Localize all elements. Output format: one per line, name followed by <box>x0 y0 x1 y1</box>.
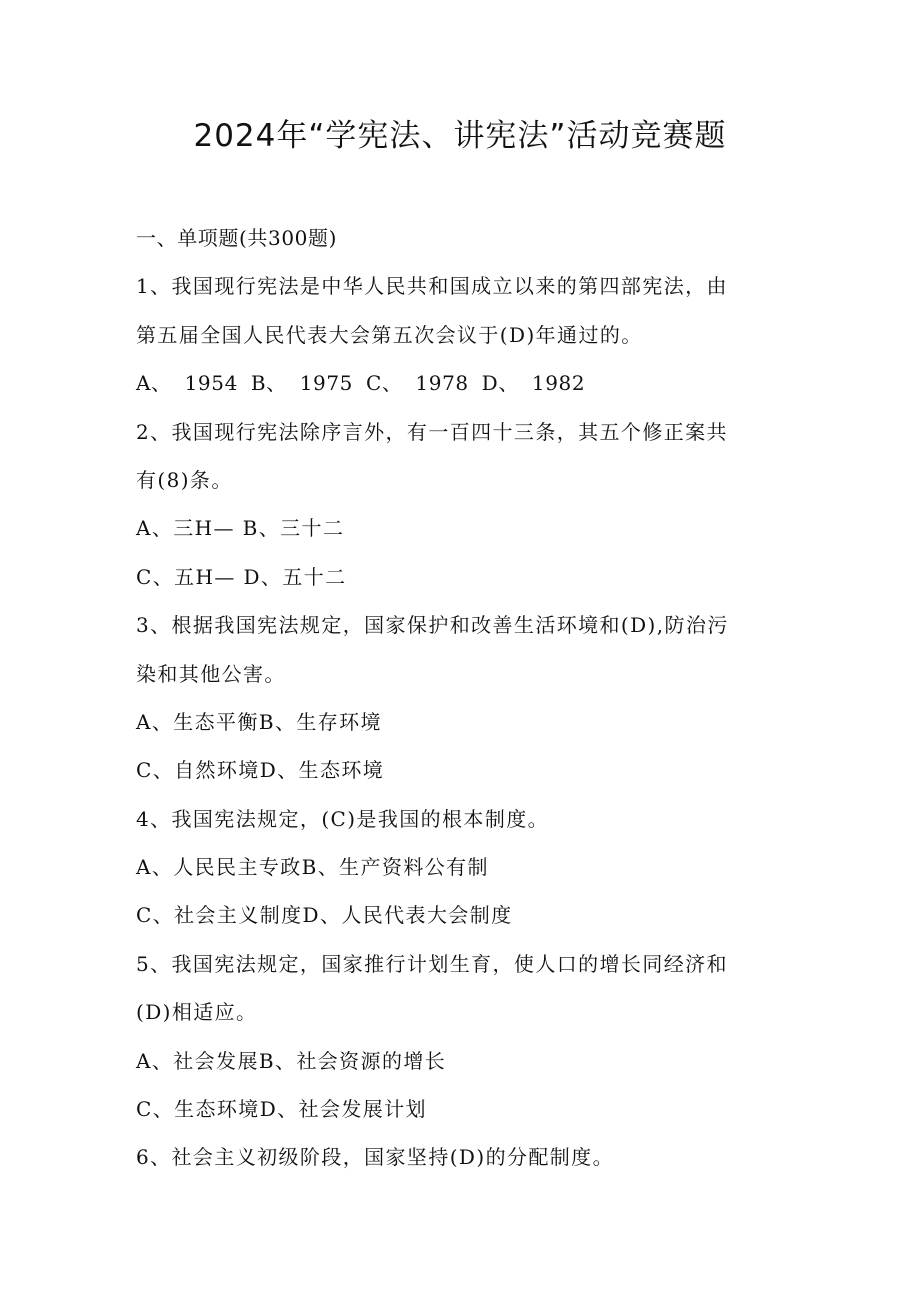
question-1-text-line-2: 第五届全国人民代表大会第五次会议于(D)年通过的。 <box>136 322 643 347</box>
document-body <box>136 214 781 1182</box>
question-2-options-cd: C、五H— D、五十二 <box>136 564 347 589</box>
question-4-text: 4、我国宪法规定，(C)是我国的根本制度。 <box>136 806 550 831</box>
question-1-options: A、 1954 B、 1975 C、 1978 D、 1982 <box>136 371 586 396</box>
question-4-options-ab: A、人民民主专政B、生产资料公有制 <box>136 855 489 880</box>
question-2-text-line-2: 有(8)条。 <box>136 467 233 492</box>
question-5-text-line-1: 5、我国宪法规定，国家推行计划生育，使人口的增长同经济和 <box>136 951 728 976</box>
question-3-options-cd: C、自然环境D、生态环境 <box>136 758 385 783</box>
document-title: 2024年“学宪法、讲宪法”活动竞赛题 <box>193 118 727 154</box>
question-5-options-ab: A、社会发展B、社会资源的增长 <box>136 1048 447 1073</box>
question-6-text: 6、社会主义初级阶段，国家坚持(D)的分配制度。 <box>136 1145 614 1170</box>
section-heading: 一、单项题(共300题) <box>136 226 337 250</box>
question-3-options-ab: A、生态平衡B、生存环境 <box>136 709 382 734</box>
question-2-options-ab: A、三H— B、三十二 <box>136 516 345 541</box>
question-5-options-cd: C、生态环境D、社会发展计划 <box>136 1097 427 1122</box>
question-5-text-line-2: (D)相适应。 <box>136 1000 258 1025</box>
question-4-options-cd: C、社会主义制度D、人民代表大会制度 <box>136 903 513 928</box>
question-1-text-line-1: 1、我国现行宪法是中华人民共和国成立以来的第四部宪法，由 <box>136 274 728 299</box>
question-3-text-line-2: 染和其他公害。 <box>136 661 286 686</box>
question-2-text-line-1: 2、我国现行宪法除序言外，有一百四十三条，其五个修正案共 <box>136 419 728 444</box>
question-3-text-line-1: 3、根据我国宪法规定，国家保护和改善生活环境和(D),防治污 <box>136 613 729 638</box>
